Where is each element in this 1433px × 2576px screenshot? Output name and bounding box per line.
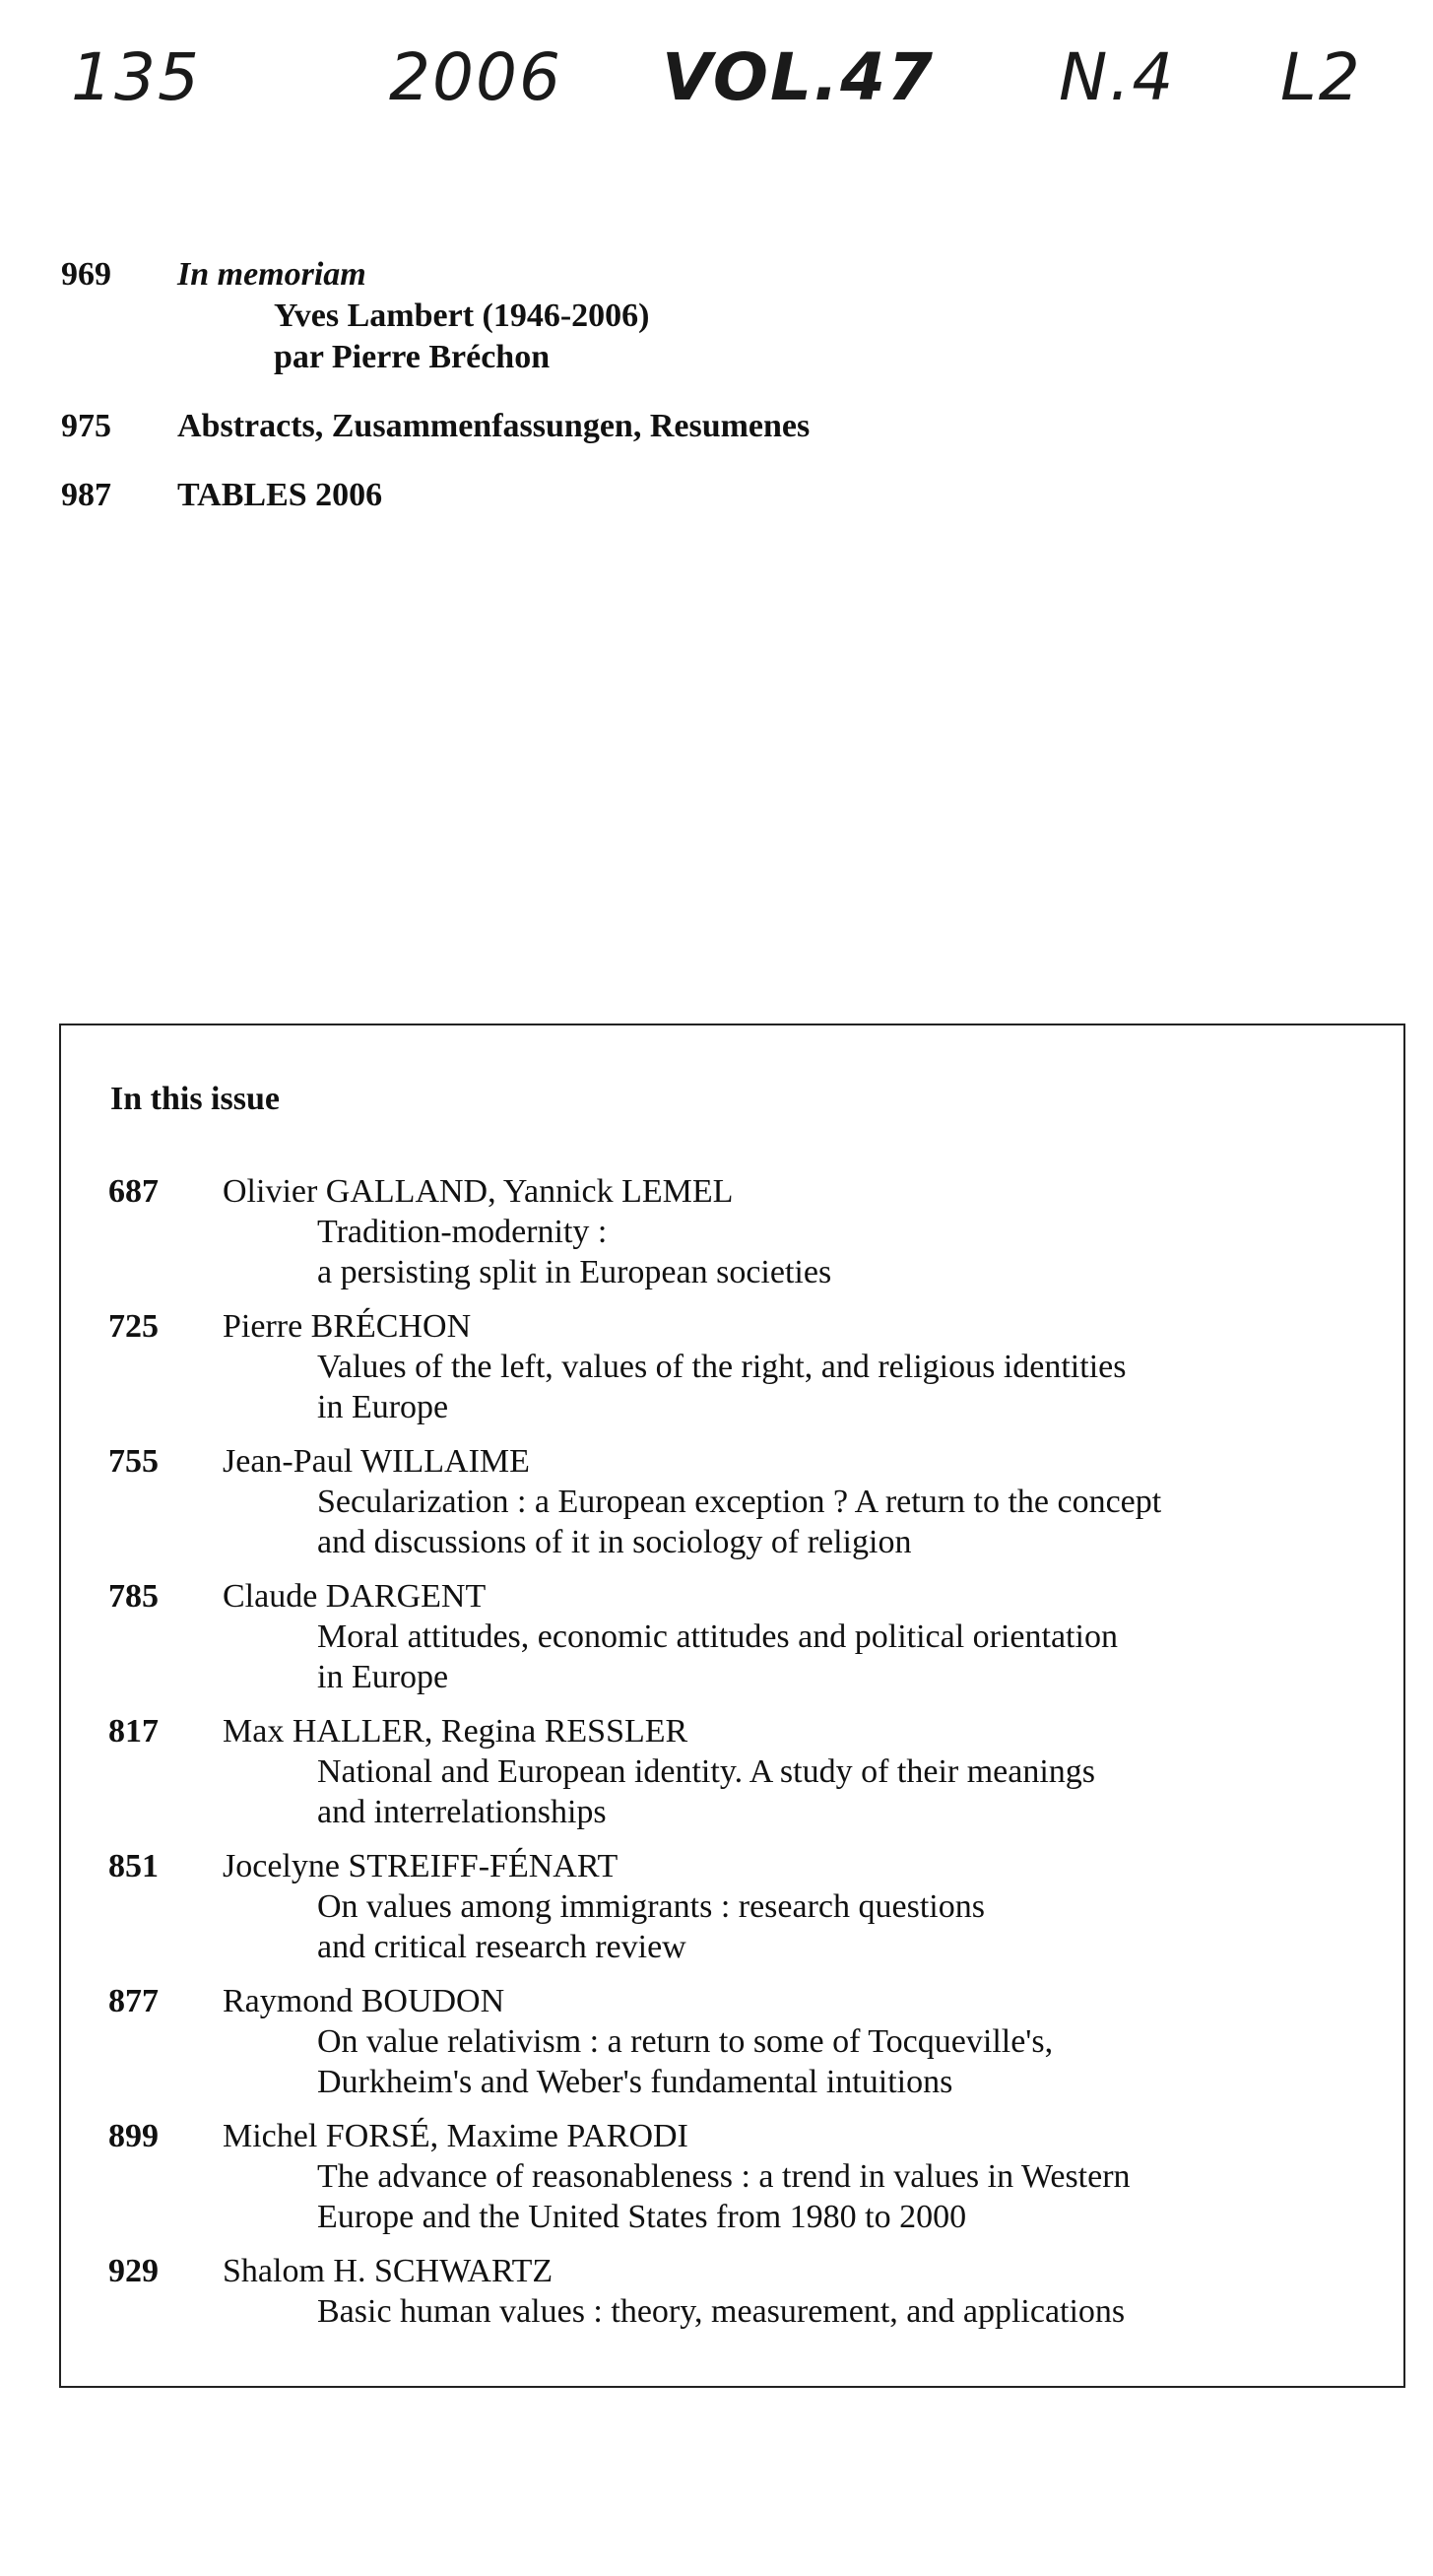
article-body bbox=[223, 1171, 1379, 1292]
page-number: 851 bbox=[108, 1848, 159, 1884]
page-number: 687 bbox=[108, 1173, 159, 1210]
article-body bbox=[223, 2251, 1379, 2332]
entry-line: Yves Lambert (1946-2006) bbox=[274, 297, 650, 334]
article-title-line: Durkheim's and Weber's fundamental intuitions bbox=[317, 2064, 953, 2100]
article-list bbox=[108, 1171, 1379, 2345]
article-entry bbox=[108, 1846, 1379, 1967]
article-entry bbox=[108, 2116, 1379, 2237]
article-title-line: in Europe bbox=[317, 1389, 449, 1425]
front-matter-list bbox=[61, 254, 1144, 544]
page-number: 755 bbox=[108, 1443, 159, 1480]
article-title-line: On values among immigrants : research questions bbox=[317, 1888, 985, 1925]
page-number: 929 bbox=[108, 2253, 159, 2289]
handwritten-year: 2006 bbox=[389, 39, 562, 115]
article-title-line: in Europe bbox=[317, 1659, 449, 1695]
article-authors: Raymond BOUDON bbox=[223, 1983, 505, 2019]
article-title-line: Secularization : a European exception ? A return to the concept bbox=[317, 1484, 1162, 1520]
article-entry bbox=[108, 2251, 1379, 2332]
handwritten-code: L2 bbox=[1280, 39, 1362, 115]
article-authors: Olivier GALLAND, Yannick LEMEL bbox=[223, 1173, 734, 1210]
article-authors: Jocelyne STREIFF-FÉNART bbox=[223, 1848, 619, 1884]
handwritten-volume: VOL.47 bbox=[662, 39, 935, 115]
article-body bbox=[223, 2116, 1379, 2237]
article-title-line: National and European identity. A study of their meanings bbox=[317, 1753, 1096, 1790]
article-title-line: Europe and the United States from 1980 to 2000 bbox=[317, 2199, 967, 2235]
page-number: 899 bbox=[108, 2118, 159, 2154]
article-authors: Pierre BRÉCHON bbox=[223, 1308, 472, 1345]
article-body bbox=[223, 1576, 1379, 1697]
article-entry bbox=[108, 1981, 1379, 2102]
article-authors: Claude DARGENT bbox=[223, 1578, 487, 1615]
article-authors: Shalom H. SCHWARTZ bbox=[223, 2253, 554, 2289]
handwritten-number: N.4 bbox=[1059, 39, 1176, 115]
article-title-line: Moral attitudes, economic attitudes and political orientation bbox=[317, 1618, 1118, 1655]
page-number: 987 bbox=[61, 477, 111, 513]
article-authors: Michel FORSÉ, Maxime PARODI bbox=[223, 2118, 688, 2154]
handwritten-ref: 135 bbox=[71, 39, 201, 115]
entry-title: TABLES 2006 bbox=[177, 477, 383, 513]
article-authors: Max HALLER, Regina RESSLER bbox=[223, 1713, 688, 1750]
article-entry bbox=[108, 1441, 1379, 1562]
article-title-line: The advance of reasonableness : a trend in values in Western bbox=[317, 2158, 1131, 2195]
entry-title: Abstracts, Zusammenfassungen, Resumenes bbox=[177, 408, 811, 444]
article-authors: Jean-Paul WILLAIME bbox=[223, 1443, 530, 1480]
article-title-line: and interrelationships bbox=[317, 1794, 607, 1830]
article-entry bbox=[108, 1711, 1379, 1832]
article-title-line: On value relativism : a return to some of Tocqueville's, bbox=[317, 2023, 1054, 2060]
article-body bbox=[223, 1981, 1379, 2102]
entry-title: In memoriam bbox=[177, 256, 366, 293]
article-body bbox=[223, 1846, 1379, 1967]
article-entry bbox=[108, 1306, 1379, 1427]
article-body bbox=[223, 1306, 1379, 1427]
entry-line: par Pierre Bréchon bbox=[274, 339, 551, 375]
issue-heading: In this issue bbox=[110, 1081, 280, 1117]
page-number: 817 bbox=[108, 1713, 159, 1750]
page-number: 785 bbox=[108, 1578, 159, 1615]
article-title-line: Tradition-modernity : bbox=[317, 1214, 608, 1250]
page-number: 975 bbox=[61, 408, 111, 444]
article-entry bbox=[108, 1576, 1379, 1697]
in-this-issue-box bbox=[59, 1024, 1405, 2388]
front-matter-entry bbox=[61, 475, 1144, 516]
article-title-line: a persisting split in European societies bbox=[317, 1254, 832, 1290]
article-body bbox=[223, 1441, 1379, 1562]
article-title-line: and critical research review bbox=[317, 1929, 686, 1965]
article-title-line: Basic human values : theory, measurement, and applications bbox=[317, 2293, 1126, 2330]
article-title-line: and discussions of it in sociology of religion bbox=[317, 1524, 912, 1560]
page-number: 969 bbox=[61, 256, 111, 293]
article-entry bbox=[108, 1171, 1379, 1292]
article-title-line: Values of the left, values of the right, and religious identities bbox=[317, 1349, 1127, 1385]
front-matter-entry bbox=[61, 254, 1144, 378]
page-number: 725 bbox=[108, 1308, 159, 1345]
page-number: 877 bbox=[108, 1983, 159, 2019]
article-body bbox=[223, 1711, 1379, 1832]
front-matter-entry bbox=[61, 406, 1144, 447]
